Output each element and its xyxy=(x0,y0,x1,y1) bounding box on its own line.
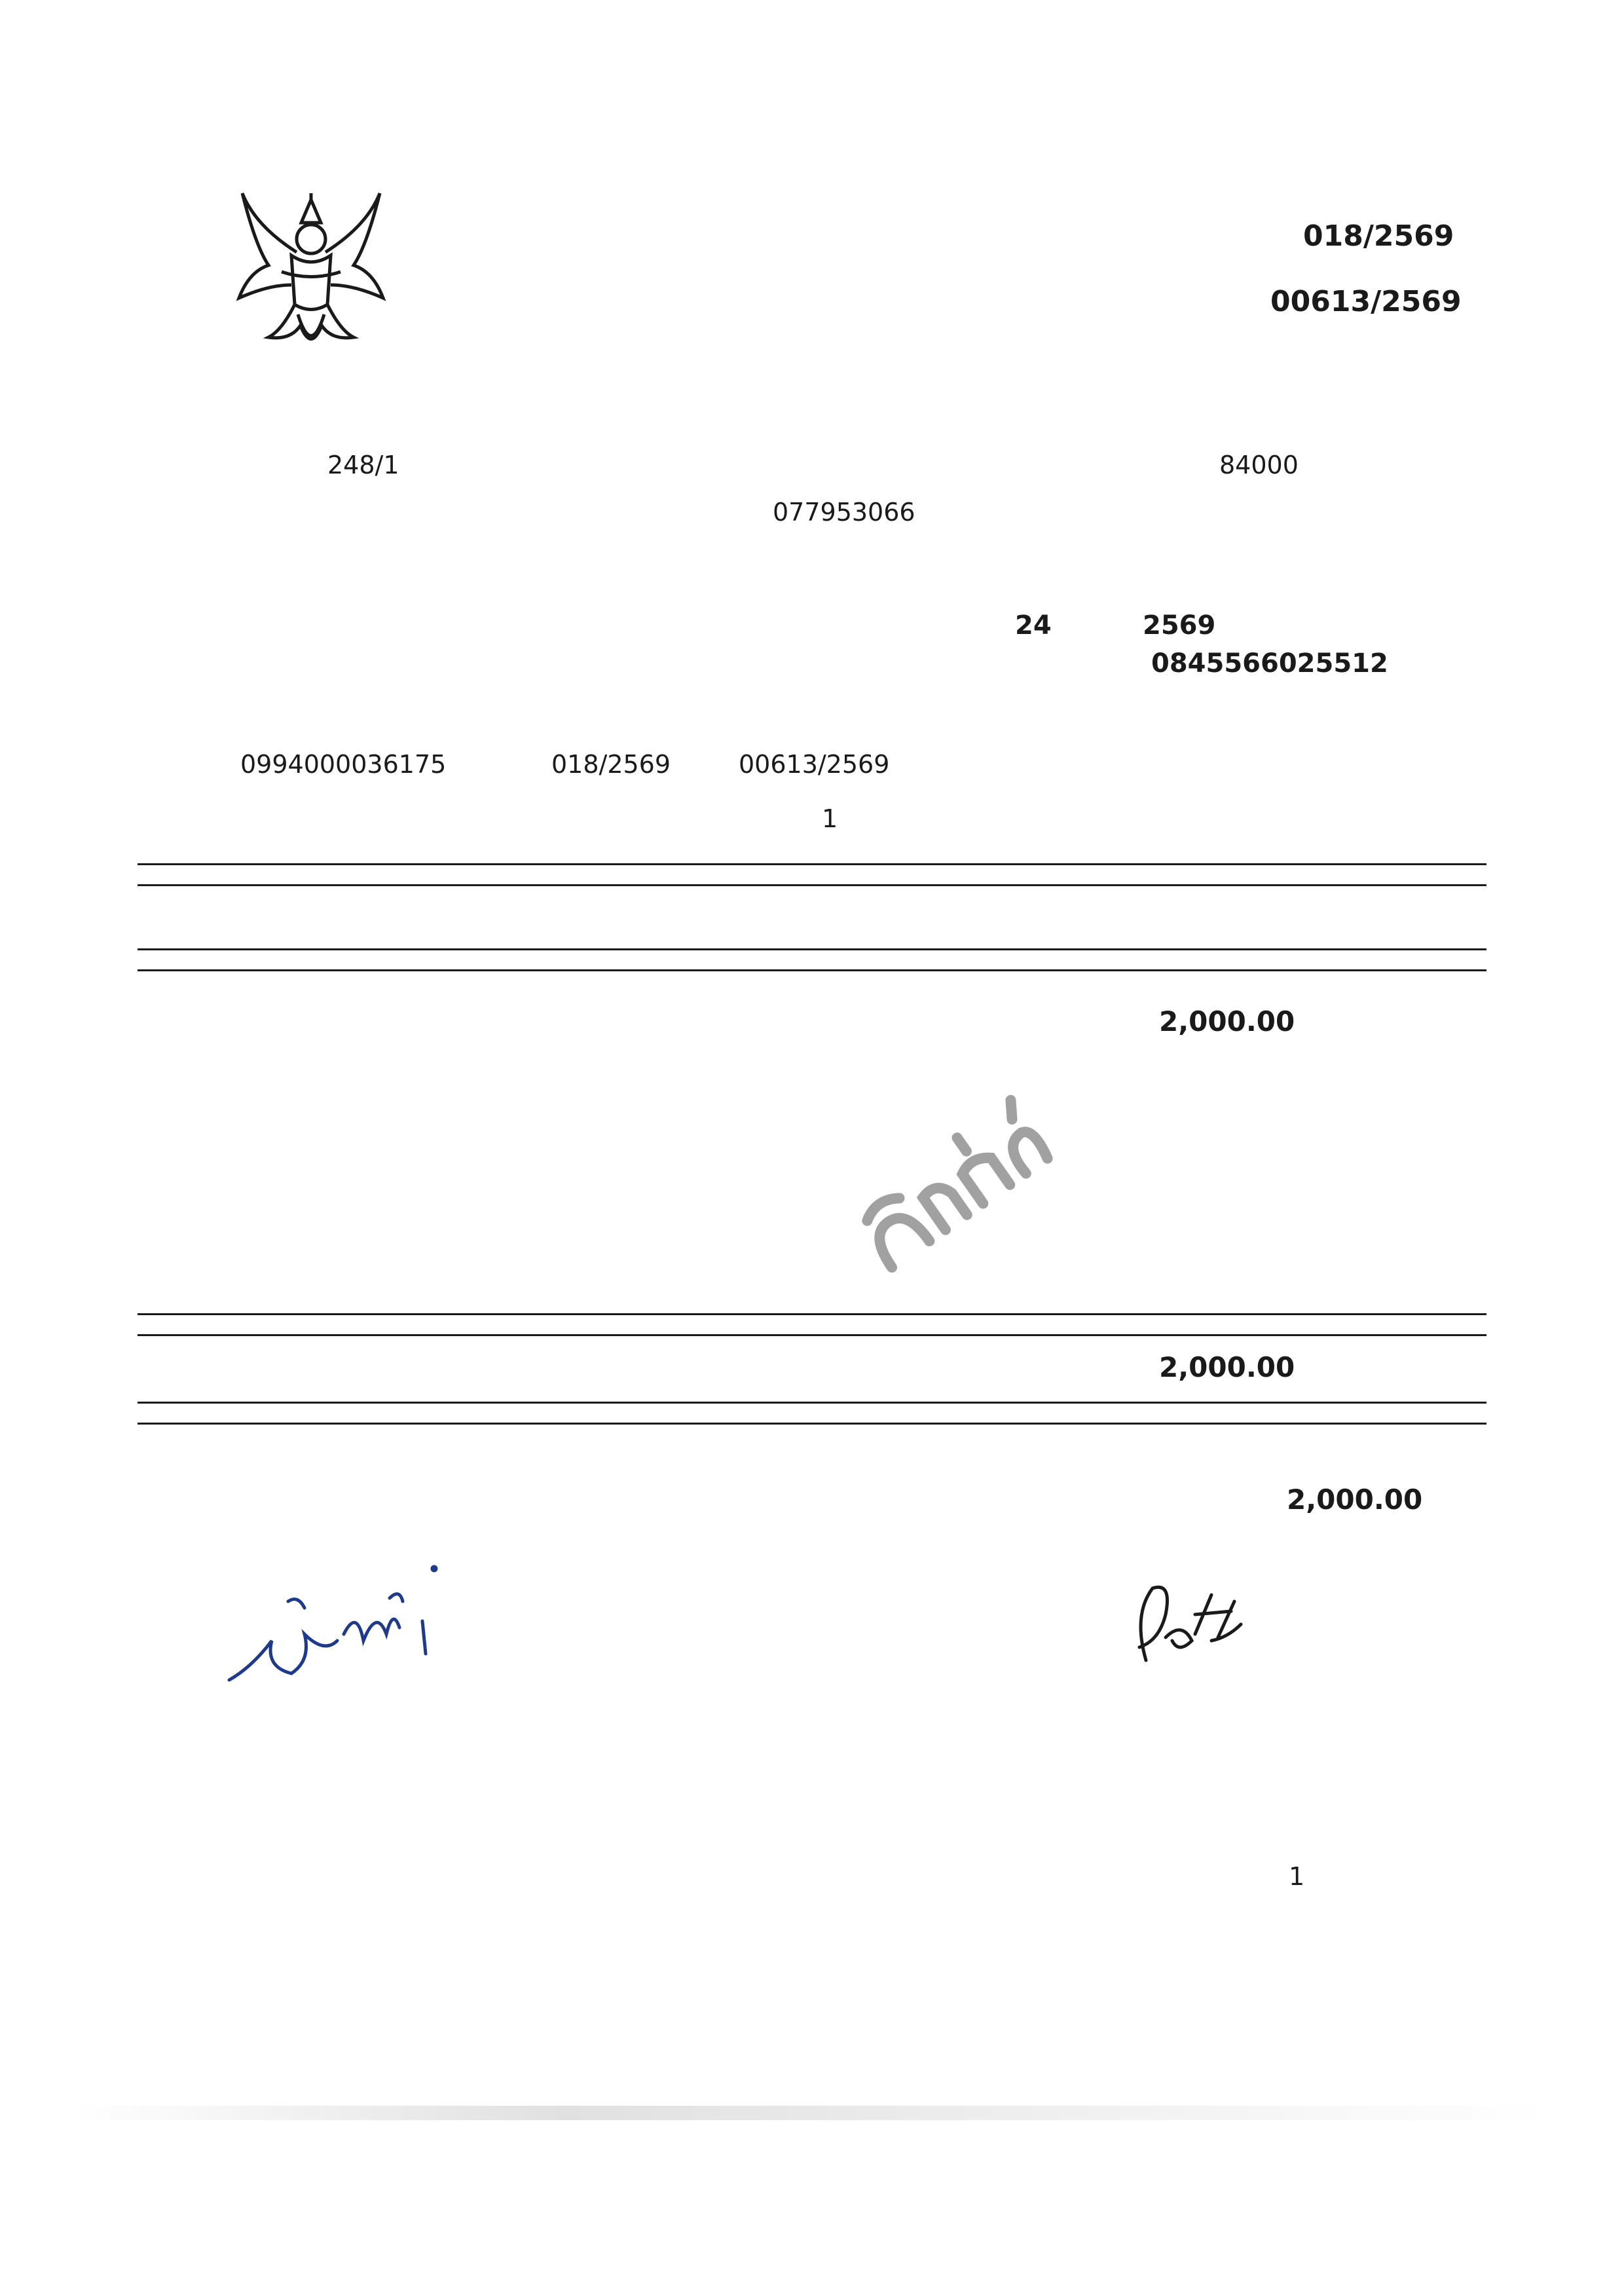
table-header-rule xyxy=(138,948,1486,950)
table-top-rule-2 xyxy=(138,884,1486,886)
inspector-signature-icon xyxy=(1120,1575,1251,1673)
payment-date-year: 2569 xyxy=(1143,610,1216,641)
reference-receipt-number: 00613/2569 xyxy=(739,750,890,779)
receiver-signature-icon xyxy=(226,1562,449,1693)
office-address-fragment: 248/1 xyxy=(327,451,399,479)
garuda-emblem-icon xyxy=(229,187,393,364)
original-copy-stamp-icon xyxy=(836,1087,1069,1291)
office-postcode: 84000 xyxy=(1219,451,1299,479)
total-amount: 2,000.00 xyxy=(1159,1351,1295,1383)
book-number-value: 018/2569 xyxy=(1303,219,1454,253)
total-bottom-rule-2 xyxy=(138,1423,1486,1425)
reference-zone-number: 1 xyxy=(822,804,838,833)
office-phone: 077953066 xyxy=(773,498,915,527)
payment-id-number: 0845566025512 xyxy=(1151,648,1388,679)
reference-book: 018/2569 xyxy=(551,750,671,779)
total-top-rule xyxy=(138,1313,1486,1315)
reference-number: 0994000036175 xyxy=(240,750,447,779)
inspector-zone-number: 1 xyxy=(1289,1862,1305,1891)
receipt-number-value: 00613/2569 xyxy=(1270,285,1462,318)
total-top-rule-2 xyxy=(138,1334,1486,1336)
item-amount: 2,000.00 xyxy=(1159,1005,1295,1037)
scan-artifact-band xyxy=(72,2106,1545,2120)
table-top-rule xyxy=(138,863,1486,865)
confirmation-amount: 2,000.00 xyxy=(1287,1483,1423,1516)
payment-date-day: 24 xyxy=(1015,610,1052,641)
table-header-rule-2 xyxy=(138,969,1486,971)
total-bottom-rule xyxy=(138,1402,1486,1404)
